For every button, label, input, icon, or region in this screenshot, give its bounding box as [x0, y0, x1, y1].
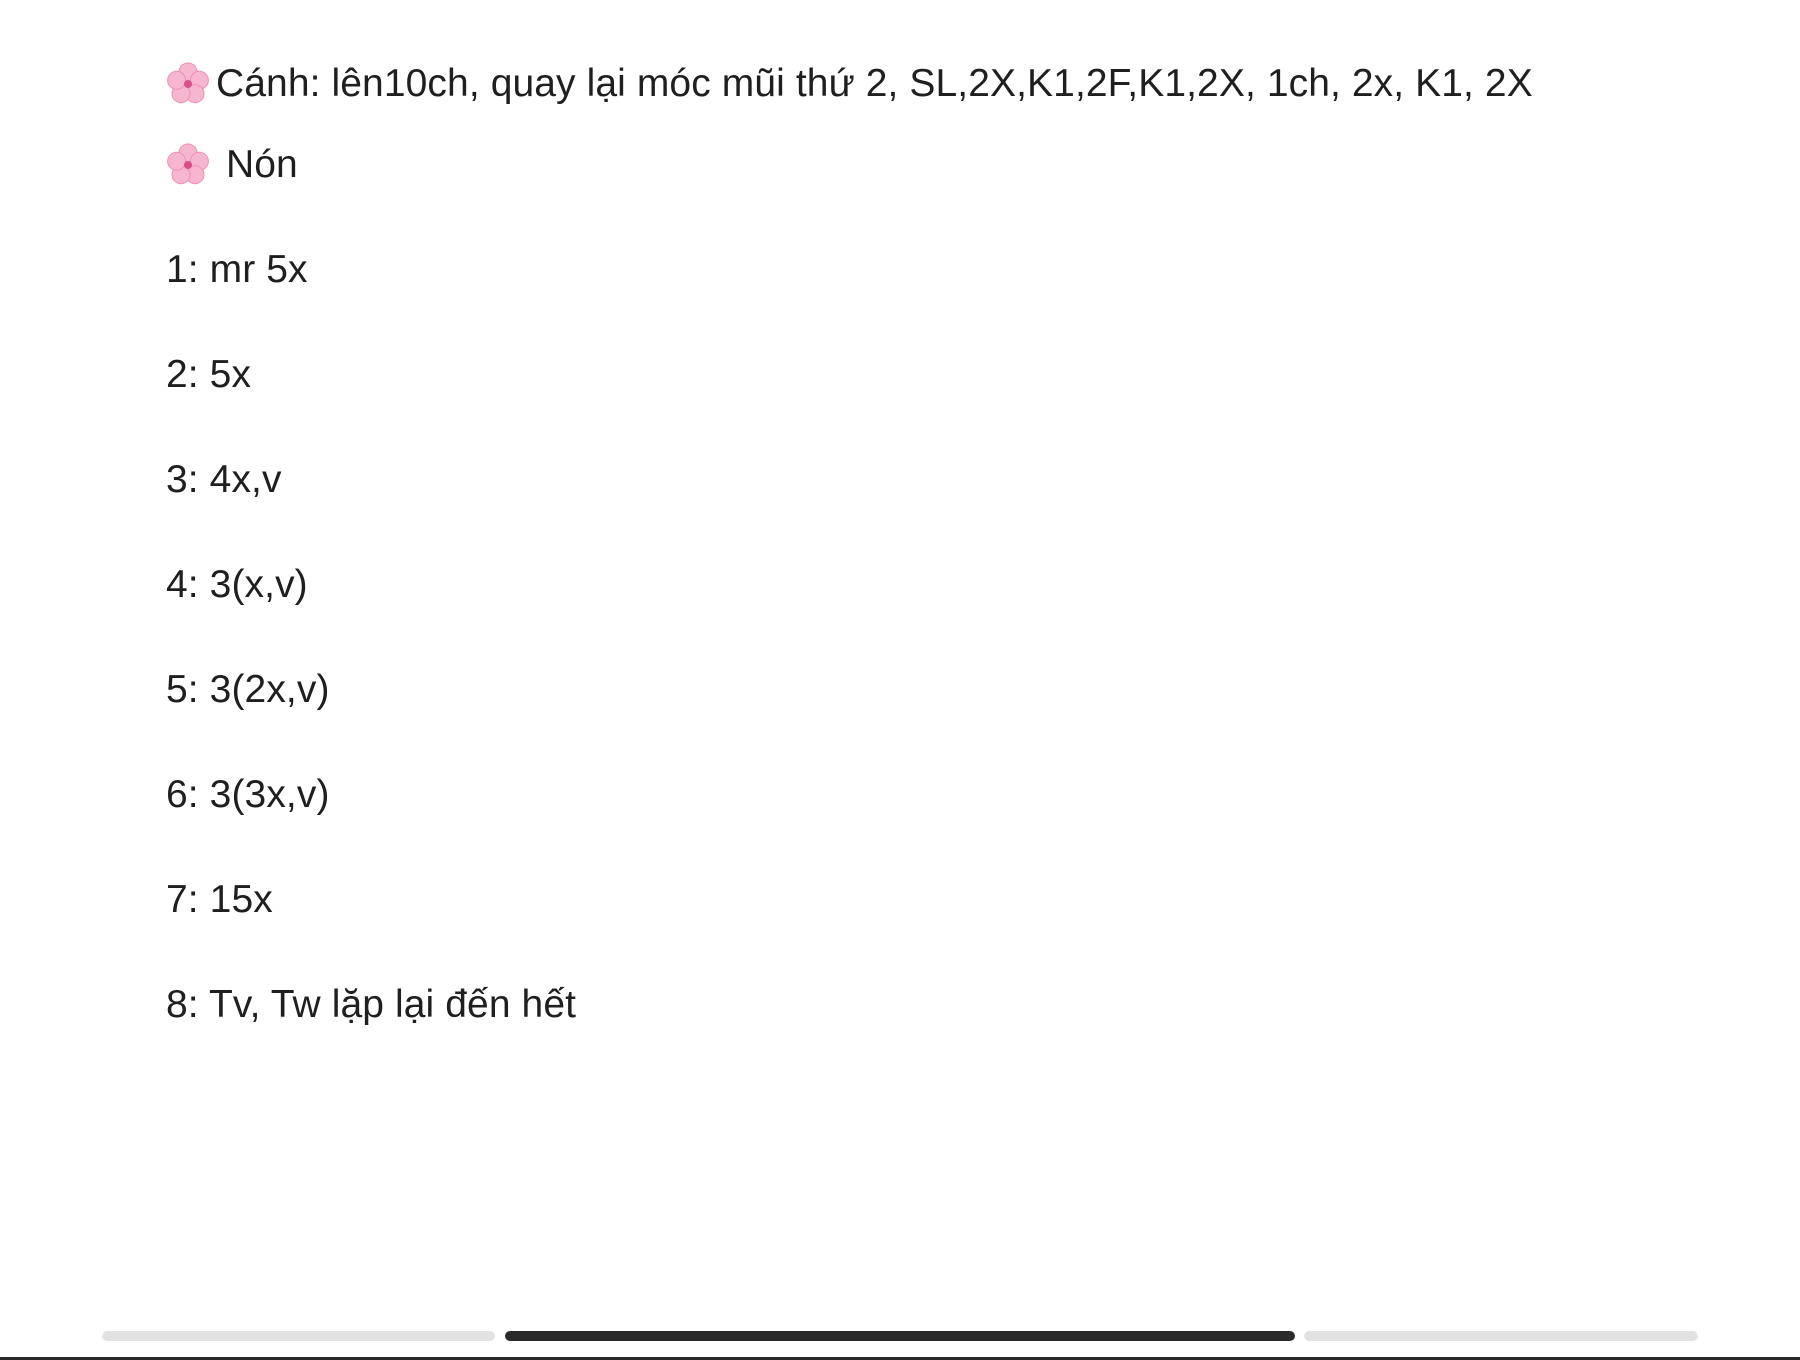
story-progress-segment-1[interactable] [102, 1331, 495, 1341]
pattern-row [166, 427, 1740, 532]
pattern-row-text: 6: 3(3x,v) [166, 772, 330, 816]
cherry-blossom-icon [166, 143, 210, 187]
pattern-line-text: Cánh: lên10ch, quay lại móc mũi thứ 2, SL,2X,K1,2F,K1,2X, 1ch, 2x, K1, 2X [216, 62, 1533, 105]
pattern-row-text: 8: Tv, Tw lặp lại đến hết [166, 982, 577, 1026]
pattern-row-text: 2: 5x [166, 352, 252, 396]
pattern-row [166, 532, 1740, 637]
pattern-row-text: 5: 3(2x,v) [166, 667, 330, 711]
pattern-row [166, 637, 1740, 742]
pattern-row [166, 217, 1740, 322]
pattern-row [166, 322, 1740, 427]
pattern-line-wings [166, 56, 1740, 112]
pattern-row-text: 4: 3(x,v) [166, 562, 308, 606]
story-progress-segment-2[interactable] [505, 1331, 1295, 1341]
pattern-text [166, 56, 1740, 1057]
section-heading: Nón [226, 142, 298, 186]
pattern-row-text: 3: 4x,v [166, 457, 282, 501]
story-progress-segment-3[interactable] [1304, 1331, 1698, 1341]
pattern-line-hat-heading [166, 112, 1740, 217]
pattern-row-text: 1: mr 5x [166, 247, 308, 291]
pattern-row [166, 847, 1740, 952]
cherry-blossom-icon [166, 62, 210, 106]
pattern-row [166, 952, 1740, 1057]
pattern-row-text: 7: 15x [166, 877, 273, 921]
pattern-row [166, 742, 1740, 847]
